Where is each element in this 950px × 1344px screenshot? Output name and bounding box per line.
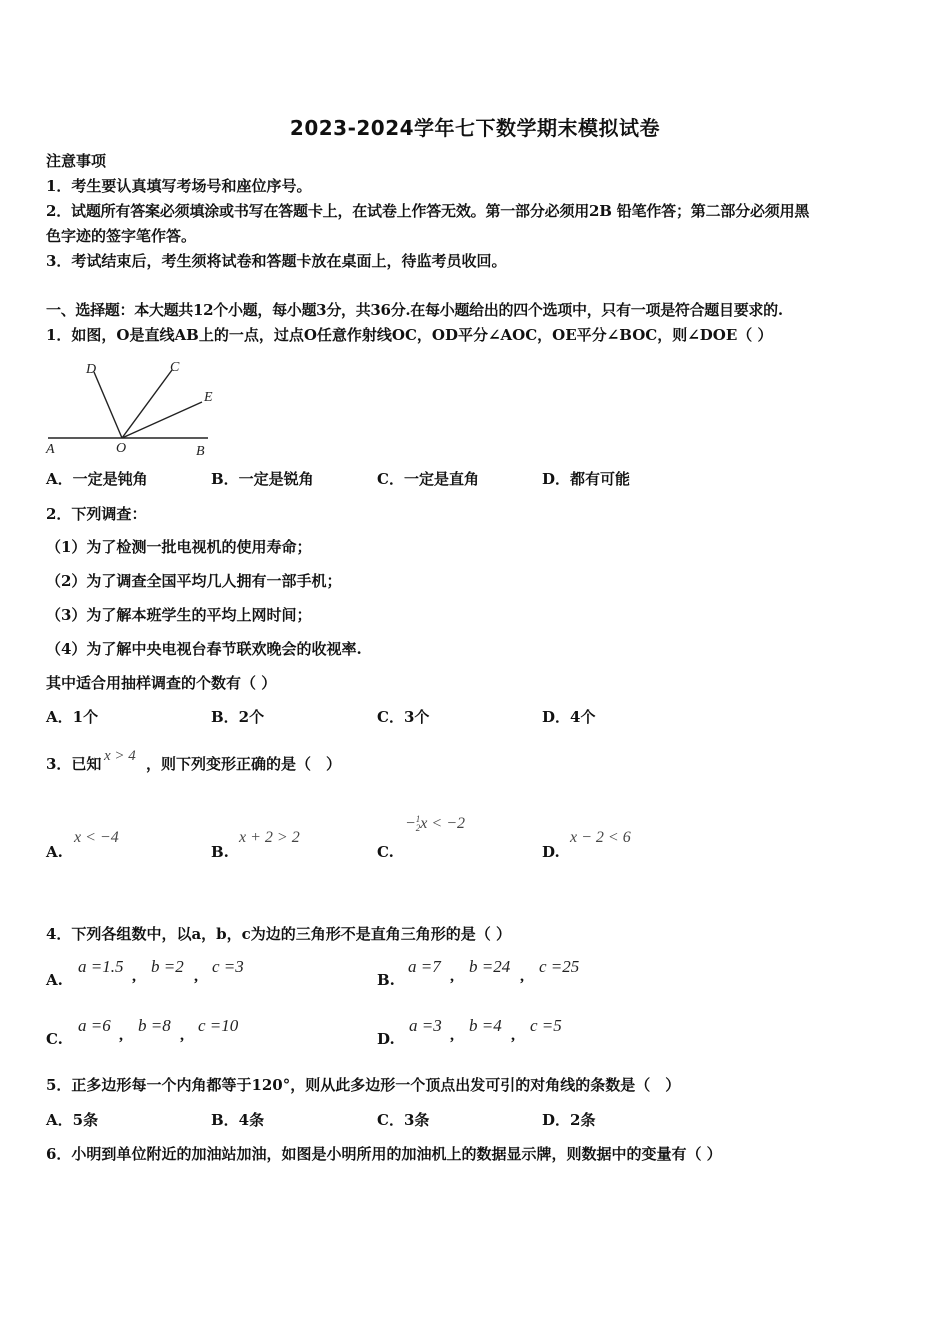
- separator: ,: [450, 1027, 454, 1044]
- side-b: b =4: [469, 1016, 502, 1035]
- option-c-label: C.: [46, 1030, 63, 1048]
- question-2-question: 其中适合用抽样调查的个数有（ ）: [46, 674, 277, 692]
- option-c-math: [405, 814, 465, 834]
- side-b: b =2: [151, 957, 184, 976]
- option-d: D．都有可能: [542, 470, 631, 488]
- label-b: B: [196, 444, 205, 459]
- notice-heading: 注意事项: [46, 152, 107, 170]
- page-title: 2023-2024学年七下数学期末模拟试卷: [289, 116, 661, 140]
- label-e: E: [204, 390, 213, 405]
- separator: ,: [119, 1027, 123, 1044]
- question-3-stem-before: 3．已知: [46, 755, 102, 773]
- separator: ,: [180, 1027, 184, 1044]
- side-c: c =25: [539, 957, 580, 976]
- option-c: C．3个: [377, 708, 430, 726]
- label-d: D: [86, 362, 97, 377]
- separator: ,: [520, 968, 524, 985]
- option-d-label: D.: [377, 1030, 395, 1048]
- side-a: a =6: [78, 1016, 111, 1035]
- side-c: c =3: [212, 957, 244, 976]
- option-a: A．1个: [46, 708, 99, 726]
- option-a: A．5条: [46, 1111, 99, 1129]
- minus-sign: −: [405, 815, 416, 832]
- side-a: a =3: [409, 1016, 442, 1035]
- option-b-label: B.: [211, 843, 229, 861]
- option-a-label: A.: [46, 971, 63, 989]
- option-d-math: x − 2 < 6: [570, 829, 631, 846]
- survey-item: （2）为了调查全国平均几人拥有一部手机；: [46, 572, 342, 590]
- option-d: D．4个: [542, 708, 596, 726]
- option-d-label: D.: [542, 843, 560, 861]
- notice-item: 2．试题所有答案必须填涂或书写在答题卡上，在试卷上作答无效。第一部分必须用2B 铅笔作答；第二部分必须用黑: [46, 202, 810, 220]
- question-6-stem: 6．小明到单位附近的加油站加油，如图是小明所用的加油机上的数据显示牌，则数据中的变量有（ ）: [46, 1145, 722, 1163]
- notice-item: 色字迹的签字笔作答。: [46, 227, 197, 245]
- separator: ,: [194, 968, 198, 985]
- fraction: 1 2: [415, 814, 421, 834]
- side-b: b =24: [469, 957, 511, 976]
- survey-item: （3）为了解本班学生的平均上网时间；: [46, 606, 312, 624]
- label-a: A: [46, 442, 55, 457]
- math-expression: x > 4: [104, 748, 136, 764]
- separator: ,: [450, 968, 454, 985]
- side-b: b =8: [138, 1016, 171, 1035]
- question-1-stem: 1．如图，O是直线AB上的一点，过点O任意作射线OC，OD平分∠AOC，OE平分∠BOC，则∠DOE（ ）: [46, 326, 773, 344]
- option-d: D．2条: [542, 1111, 596, 1129]
- option-a-label: A.: [46, 843, 63, 861]
- side-c: c =10: [198, 1016, 239, 1035]
- option-a: A．一定是钝角: [46, 470, 148, 488]
- side-c: c =5: [530, 1016, 562, 1035]
- separator: ,: [511, 1027, 515, 1044]
- survey-item: （1）为了检测一批电视机的使用寿命；: [46, 538, 312, 556]
- survey-item: （4）为了解中央电视台春节联欢晚会的收视率.: [46, 640, 362, 658]
- option-b-math: x + 2 > 2: [239, 829, 300, 846]
- option-c-label: C.: [377, 843, 394, 861]
- side-a: a =7: [408, 957, 441, 976]
- question-4-stem: 4．下列各组数中，以a，b，c为边的三角形不是直角三角形的是（ ）: [46, 925, 512, 943]
- angle-figure: [44, 352, 224, 462]
- label-c: C: [170, 360, 180, 375]
- separator: ,: [132, 968, 136, 985]
- option-b: B．2个: [211, 708, 265, 726]
- question-5-stem: 5．正多边形每一个内角都等于120°，则从此多边形一个顶点出发可引的对角线的条数是（ ）: [46, 1076, 681, 1094]
- side-a: a =1.5: [78, 957, 124, 976]
- option-a-math: x < −4: [74, 829, 119, 846]
- notice-item: 1．考生要认真填写考场号和座位序号。: [46, 177, 312, 195]
- option-c-inequality: x < −2: [420, 815, 465, 832]
- option-c: C．一定是直角: [377, 470, 479, 488]
- notice-item: 3．考试结束后，考生须将试卷和答题卡放在桌面上，待监考员收回。: [46, 252, 507, 270]
- question-2-stem: 2．下列调查：: [46, 505, 147, 523]
- section-heading: 一、选择题：本大题共12个小题，每小题3分，共36分.在每小题给出的四个选项中，只有一项是符合题目要求的.: [46, 301, 783, 319]
- option-c: C．3条: [377, 1111, 430, 1129]
- option-b-label: B.: [377, 971, 395, 989]
- option-b: B．一定是锐角: [211, 470, 314, 488]
- option-b: B．4条: [211, 1111, 265, 1129]
- label-o: O: [116, 441, 127, 456]
- question-3-stem-after: ，则下列变形正确的是（ ）: [146, 755, 342, 773]
